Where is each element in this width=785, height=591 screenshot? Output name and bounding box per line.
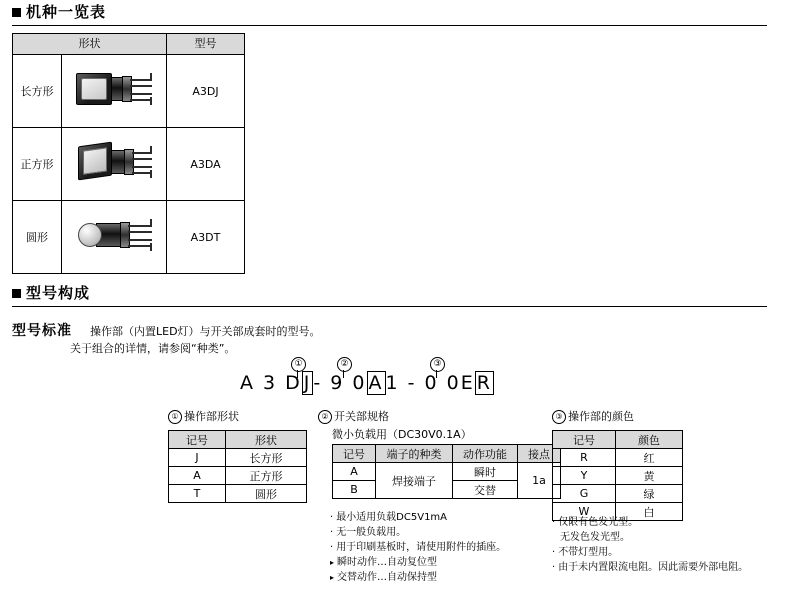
group-2-notes [330,510,506,585]
column-header-code: 记号 [169,431,226,449]
code-box-color: R [476,372,492,394]
column-header-shape: 形状 [226,431,307,449]
group-3-heading [552,408,634,424]
cell-shape: 长方形 [226,449,307,467]
group-1-table [168,430,307,503]
cell-color: 白 [616,503,683,521]
cell-code: B [333,481,376,499]
group-2-table [332,444,561,499]
column-header-code: 记号 [333,445,376,463]
cell-color: 红 [616,449,683,467]
cell-code: T [169,485,226,503]
cell-contact: 1a [518,463,561,499]
table-row [553,449,683,467]
callout-2: ② [337,357,352,372]
table-header-row [553,431,683,449]
table-row [553,467,683,485]
table-header-row [169,431,307,449]
model-number: A3DT [167,201,245,274]
model-code-string [240,372,494,394]
note-item: · 不带灯型用。 [552,545,748,560]
composition-subtitle-2: 关于组合的详情，请参阅“种类”。 [70,342,236,355]
cell-code: A [333,463,376,481]
note-item: ▸ 瞬时动作…自动复位型 [330,555,506,570]
group-1-heading [168,408,239,424]
column-header-action: 动作功能 [453,445,518,463]
section-heading-models [12,4,767,21]
table-header-row [333,445,561,463]
note-item: · 无一般负载用。 [330,525,506,540]
model-number: A3DJ [167,55,245,128]
cell-shape: 正方形 [226,467,307,485]
column-header-model: 型号 [167,34,245,55]
code-suffix: E [460,372,475,394]
table-row [169,485,307,503]
group-3-notes [552,515,748,575]
composition-title: 型号标准 [12,323,72,339]
cell-shape: 圆形 [226,485,307,503]
section-rule-composition [12,306,767,307]
note-item: · 用于印刷基板时，请使用附件的插座。 [330,540,506,555]
group-2-heading [318,408,389,424]
callout-1: ① [291,357,306,372]
section-title-models: 机种一览表 [26,3,107,21]
cell-color: 绿 [616,485,683,503]
table-row [13,201,245,274]
section-marker-icon [12,8,21,17]
group-2-marker: ② [318,410,332,424]
note-item: · 仅限有色发光型。 [552,515,748,530]
cell-code: W [553,503,616,521]
composition-subtitle-1: 操作部（内置LED灯）与开关部成套时的型号。 [90,325,321,338]
model-number: A3DA [167,128,245,201]
section-rule-models [12,25,767,26]
rectangular-switch-icon [62,55,167,128]
column-header-color: 颜色 [616,431,683,449]
code-prefix: A 3 D [240,372,302,394]
group-3-title: 操作部的颜色 [568,410,634,423]
group-3-marker: ③ [552,410,566,424]
cell-code: A [169,467,226,485]
code-box-shape: J [303,372,312,394]
callout-3: ③ [430,357,445,372]
shape-label: 圆形 [13,201,62,274]
round-switch-icon [62,201,167,274]
section-marker-icon [12,289,21,298]
section-heading-composition [12,285,767,302]
table-row [333,463,561,481]
section-title-composition: 型号构成 [26,284,91,302]
cell-code: J [169,449,226,467]
cell-terminal: 焊接端子 [376,463,453,499]
cell-action: 交替 [453,481,518,499]
table-row [13,128,245,201]
column-header-contact: 接点 [518,445,561,463]
group-1-marker: ① [168,410,182,424]
group-2-title: 开关部规格 [334,410,389,423]
table-row [169,467,307,485]
cell-code: Y [553,467,616,485]
table-row [553,485,683,503]
group-2-subtitle: 微小负载用（DC30V0.1A） [332,428,472,441]
column-header-shape: 形状 [13,34,167,55]
model-list-table [12,33,245,274]
cell-action: 瞬时 [453,463,518,481]
code-mid-1: - 9 0 [313,372,367,394]
note-item: · 由于未内置限流电阻。因此需要外部电阻。 [552,560,748,575]
table-header-row [13,34,245,55]
shape-label: 长方形 [13,55,62,128]
table-row [13,55,245,128]
cell-color: 黄 [616,467,683,485]
table-row [169,449,307,467]
shape-label: 正方形 [13,128,62,201]
note-item: ▸ 交替动作…自动保持型 [330,570,506,585]
column-header-terminal: 端子的种类 [376,445,453,463]
column-header-code: 记号 [553,431,616,449]
code-mid-2: 1 - 0 0 [385,372,461,394]
note-item: · 最小适用负载DC5V1mA [330,510,506,525]
cell-code: R [553,449,616,467]
group-1-title: 操作部形状 [184,410,239,423]
note-item: 无发色发光型。 [560,532,630,543]
square-switch-icon [62,128,167,201]
code-box-spec: A [368,372,384,394]
cell-code: G [553,485,616,503]
group-3-table [552,430,683,521]
